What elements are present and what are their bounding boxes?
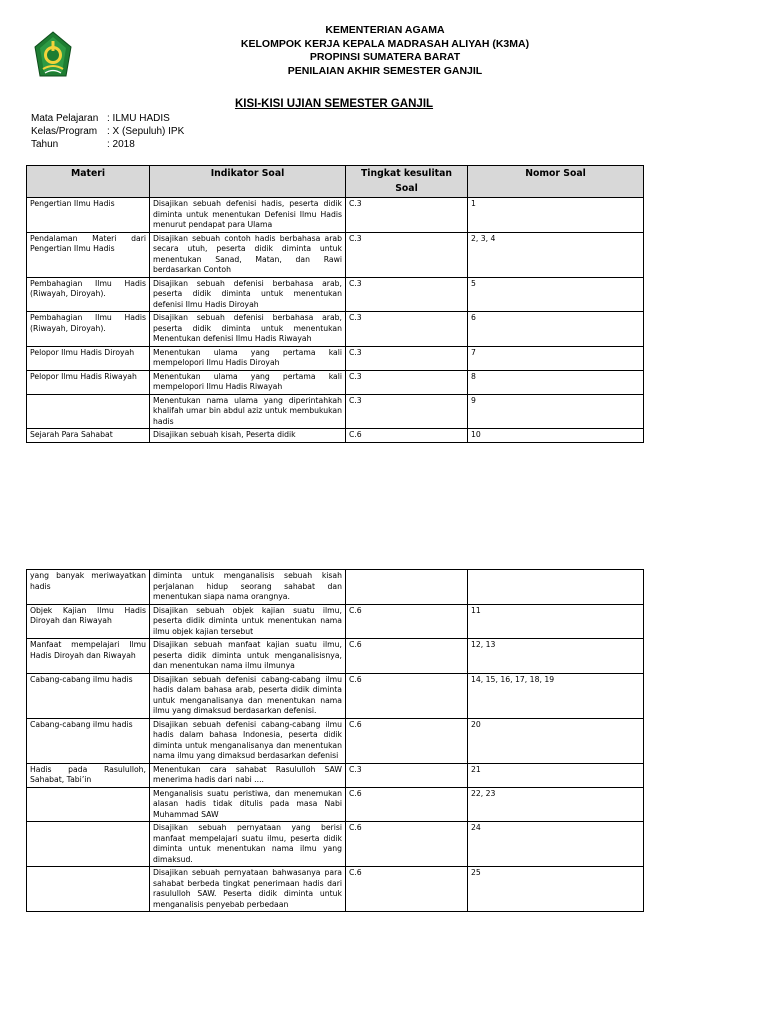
table-row xyxy=(27,673,644,718)
cell-materi: Objek Kajian Ilmu Hadis Diroyah dan Riwayah xyxy=(27,604,150,639)
table-row xyxy=(27,822,644,867)
cell-nomor: 9 xyxy=(468,394,644,429)
cell-indikator: Menentukan ulama yang pertama kali mempelopori Ilmu Hadis Riwayah xyxy=(150,370,346,394)
meta-row-subject xyxy=(31,112,184,125)
cell-indikator: Disajikan sebuah defenisi cabang-cabang ilmu hadis dalam bahasa arab, peserta didik diminta untuk menganalisanya dan menentukan nama ilmu yang dimaksud berdasarkan defenisi. xyxy=(150,673,346,718)
cell-indikator: Disajikan sebuah pernyataan yang berisi manfaat mempelajari suatu ilmu, peserta didik diminta untuk menentukan nama ilmu yang dimaksud. xyxy=(150,822,346,867)
cell-nomor: 7 xyxy=(468,346,644,370)
table-row xyxy=(27,639,644,674)
cell-tingkat: C.3 xyxy=(346,394,468,429)
table-header-row xyxy=(27,166,644,198)
cell-materi xyxy=(27,822,150,867)
cell-indikator: Menentukan nama ulama yang diperintahkah khalifah umar bin abdul aziz untuk membukukan hadis xyxy=(150,394,346,429)
table-row xyxy=(27,763,644,787)
cell-materi: Pengertian Ilmu Hadis xyxy=(27,198,150,233)
cell-nomor xyxy=(468,570,644,605)
cell-nomor: 10 xyxy=(468,429,644,443)
cell-materi: Manfaat mempelajari Ilmu Hadis Diroyah dan Riwayah xyxy=(27,639,150,674)
cell-tingkat: C.3 xyxy=(346,370,468,394)
table-row xyxy=(27,718,644,763)
cell-nomor: 22, 23 xyxy=(468,787,644,822)
cell-nomor: 5 xyxy=(468,277,644,312)
cell-tingkat: C.6 xyxy=(346,604,468,639)
cell-tingkat: C.6 xyxy=(346,429,468,443)
header-materi: Materi xyxy=(27,166,150,198)
cell-tingkat xyxy=(346,570,468,605)
cell-indikator: Disajikan sebuah defenisi berbahasa arab, peserta didik diminta untuk menentukan defenisi Ilmu Hadis Diroyah xyxy=(150,277,346,312)
cell-tingkat: C.6 xyxy=(346,718,468,763)
cell-tingkat: C.6 xyxy=(346,867,468,912)
cell-materi: yang banyak meriwayatkan hadis xyxy=(27,570,150,605)
table-row xyxy=(27,370,644,394)
cell-tingkat: C.6 xyxy=(346,639,468,674)
header-line-ministry: KEMENTERIAN AGAMA xyxy=(325,24,445,36)
cell-nomor: 11 xyxy=(468,604,644,639)
header-line-exam: PENILAIAN AKHIR SEMESTER GANJIL xyxy=(287,64,483,77)
table-row xyxy=(27,394,644,429)
cell-materi: Pembahagian Ilmu Hadis (Riwayah, Diroyah). xyxy=(27,312,150,347)
cell-materi: Sejarah Para Sahabat xyxy=(27,429,150,443)
cell-tingkat: C.3 xyxy=(346,763,468,787)
grid-table-page-1 xyxy=(26,165,644,443)
cell-indikator: Menentukan ulama yang pertama kali mempelopori Ilmu Hadis Diroyah xyxy=(150,346,346,370)
cell-materi: Hadis pada Rasululloh, Sahabat, Tabi’in xyxy=(27,763,150,787)
cell-nomor: 24 xyxy=(468,822,644,867)
cell-materi: Pelopor Ilmu Hadis Riwayah xyxy=(27,370,150,394)
table-row xyxy=(27,867,644,912)
cell-indikator: diminta untuk menganalisis sebuah kisah perjalanan hidup seorang sahabat dan menentukan siapa nama orangnya. xyxy=(150,570,346,605)
table-row xyxy=(27,312,644,347)
header-line-k3ma: KELOMPOK KERJA KEPALA MADRASAH ALIYAH (K3MA) xyxy=(240,37,530,50)
meta-value: : 2018 xyxy=(107,139,135,150)
cell-materi: Pembahagian Ilmu Hadis (Riwayah, Diroyah). xyxy=(27,277,150,312)
cell-indikator: Disajikan sebuah defenisi hadis, peserta didik diminta untuk menentukan Defenisi Ilmu Hadis menurut pendapat para Ulama xyxy=(150,198,346,233)
cell-indikator: Disajikan sebuah contoh hadis berbahasa arab secara utuh, peserta didik diminta untuk menentukan Sanad, Matan, dan Rawi berdasarkan Contoh xyxy=(150,232,346,277)
cell-nomor: 21 xyxy=(468,763,644,787)
meta-label: Mata Pelajaran xyxy=(31,113,99,124)
table-row xyxy=(27,429,644,443)
cell-nomor: 12, 13 xyxy=(468,639,644,674)
cell-tingkat: C.6 xyxy=(346,673,468,718)
cell-indikator: Menentukan cara sahabat Rasululloh SAW menerima hadis dari nabi .... xyxy=(150,763,346,787)
cell-nomor: 6 xyxy=(468,312,644,347)
table-row xyxy=(27,570,644,605)
cell-materi: Pendalaman Materi dari Pengertian Ilmu Hadis xyxy=(27,232,150,277)
cell-tingkat: C.3 xyxy=(346,232,468,277)
cell-tingkat: C.3 xyxy=(346,198,468,233)
header-tingkat: Tingkat kesulitan Soal xyxy=(346,166,468,198)
cell-tingkat: C.6 xyxy=(346,787,468,822)
cell-nomor: 20 xyxy=(468,718,644,763)
cell-nomor: 2, 3, 4 xyxy=(468,232,644,277)
table-row xyxy=(27,346,644,370)
cell-nomor: 25 xyxy=(468,867,644,912)
cell-indikator: Disajikan sebuah defenisi cabang-cabang ilmu hadis dalam bahasa Indonesia, peserta didik diminta untuk menganalisanya dan menentukan nama ilmu yang dimaksud berdasarkan defenisi xyxy=(150,718,346,763)
cell-nomor: 14, 15, 16, 17, 18, 19 xyxy=(468,673,644,718)
table-row xyxy=(27,787,644,822)
header-nomor: Nomor Soal xyxy=(468,166,644,198)
subject-info xyxy=(31,112,184,151)
cell-materi: Cabang-cabang ilmu hadis xyxy=(27,673,150,718)
meta-row-year xyxy=(31,138,184,151)
cell-materi xyxy=(27,787,150,822)
cell-indikator: Disajikan sebuah defenisi berbahasa arab, peserta didik diminta untuk menentukan Menentukan defenisi Ilmu Hadis Riwayah xyxy=(150,312,346,347)
table-row xyxy=(27,198,644,233)
meta-label: Tahun xyxy=(31,139,59,150)
cell-tingkat: C.3 xyxy=(346,346,468,370)
cell-materi: Pelopor Ilmu Hadis Diroyah xyxy=(27,346,150,370)
table-row xyxy=(27,604,644,639)
cell-tingkat: C.3 xyxy=(346,277,468,312)
table-row xyxy=(27,232,644,277)
cell-nomor: 1 xyxy=(468,198,644,233)
grid-table-page-2 xyxy=(26,569,644,912)
header-indikator: Indikator Soal xyxy=(150,166,346,198)
meta-row-class xyxy=(31,125,184,138)
cell-materi xyxy=(27,394,150,429)
cell-materi xyxy=(27,867,150,912)
kemenag-logo-icon xyxy=(33,31,73,79)
cell-nomor: 8 xyxy=(468,370,644,394)
cell-indikator: Menganalisis suatu peristiwa, dan menemukan alasan hadis tidak ditulis pada masa Nabi Muhammad SAW xyxy=(150,787,346,822)
institution-header xyxy=(140,24,630,78)
cell-indikator: Disajikan sebuah pernyataan bahwasanya para sahabat berbeda tingkat penerimaan hadis dari rasululloh SAW. Peserta didik diminta untuk menganalisis penyebab perbedaan xyxy=(150,867,346,912)
header-line-province: PROPINSI SUMATERA BARAT xyxy=(309,51,461,63)
cell-indikator: Disajikan sebuah objek kajian suatu ilmu, peserta didik diminta untuk menentukan nama ilmu objek kajian tersebut xyxy=(150,604,346,639)
table-row xyxy=(27,277,644,312)
cell-indikator: Disajikan sebuah kisah, Peserta didik xyxy=(150,429,346,443)
cell-tingkat: C.6 xyxy=(346,822,468,867)
cell-indikator: Disajikan sebuah manfaat kajian suatu ilmu, peserta didik diminta untuk menganalisisnya, dan menentukan nama ilmu ilmunya xyxy=(150,639,346,674)
cell-tingkat: C.3 xyxy=(346,312,468,347)
meta-value: : X (Sepuluh) IPK xyxy=(107,126,185,137)
meta-value: : ILMU HADIS xyxy=(107,113,170,124)
meta-label: Kelas/Program xyxy=(31,126,98,137)
cell-materi: Cabang-cabang ilmu hadis xyxy=(27,718,150,763)
document-title: KISI-KISI UJIAN SEMESTER GANJIL xyxy=(234,98,434,110)
